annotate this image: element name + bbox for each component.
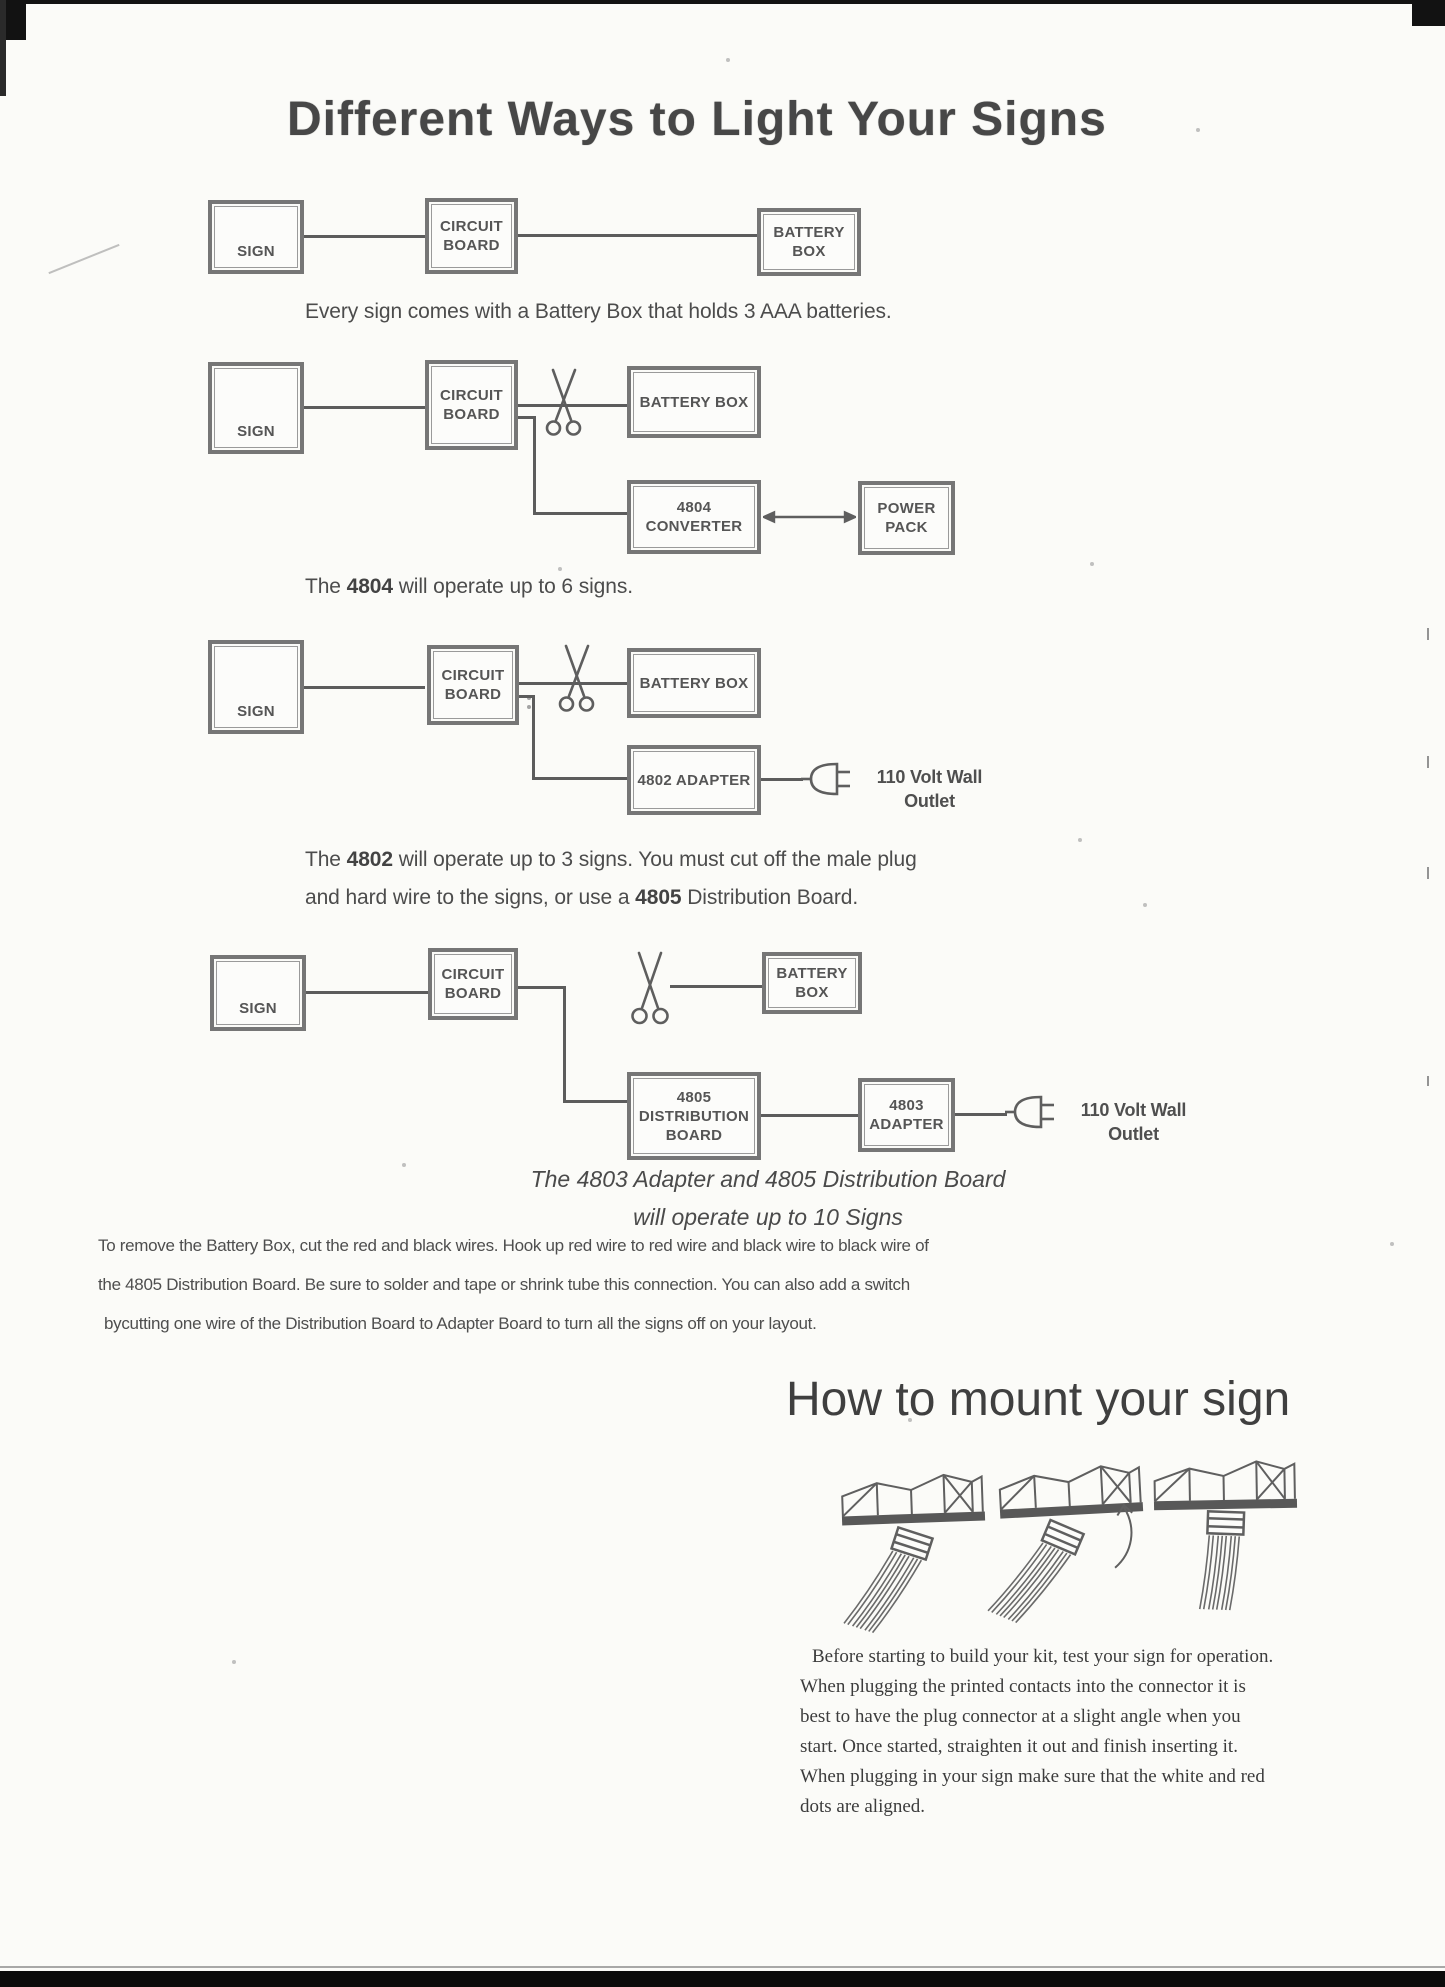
caption-bold-number: 4802 (346, 848, 393, 871)
wire-line (761, 778, 803, 781)
wire-line (563, 1100, 627, 1103)
distribution-board-4805-label: 4805 DISTRIBUTION BOARD (638, 1088, 750, 1144)
scissors-icon (630, 948, 670, 1036)
caption-text: will operate up to 3 signs. You must cut off the male plug (392, 848, 917, 871)
sign-label: SIGN (237, 423, 275, 440)
caption-4803-line2: will operate up to 10 Signs (633, 1204, 903, 1230)
scan-speck (1143, 903, 1147, 907)
mount-step-3-illustration (1153, 1461, 1299, 1612)
mount-step-2-illustration (981, 1464, 1149, 1636)
scan-speck (1390, 1242, 1394, 1246)
mount-instructions-line: Before starting to build your kit, test your sign for operation. (812, 1646, 1274, 1667)
mount-illustrations (832, 1452, 1312, 1647)
sign-label: SIGN (237, 703, 275, 720)
scan-speck (232, 1660, 236, 1664)
wire-line (761, 1114, 858, 1117)
scan-speck (558, 567, 562, 571)
caption-4803 (488, 1160, 1048, 1236)
power-plug-icon (1005, 1090, 1061, 1134)
wire-line (670, 985, 762, 988)
wire-line (533, 416, 536, 515)
wire-line (955, 1113, 1007, 1116)
scan-edge-bottom (0, 1971, 1445, 1987)
scissors-icon (558, 642, 596, 722)
sign-box (208, 200, 304, 274)
caption-text: and hard wire to the signs, or use a (305, 886, 636, 909)
caption-text: The (305, 575, 347, 598)
battery-box-label: BATTERY BOX (773, 224, 845, 260)
circuit-board-box (425, 360, 518, 450)
scan-speck (527, 705, 531, 709)
mount-heading: How to mount your sign (786, 1373, 1291, 1426)
circuit-board-label: CIRCUIT BOARD (440, 387, 503, 423)
double-arrow-icon (763, 510, 856, 524)
scan-speck (1078, 838, 1082, 842)
mount-instructions-line: start. Once started, straighten it out and finish inserting it. (800, 1736, 1238, 1757)
caption-4803-line1: The 4803 Adapter and 4805 Distribution Board (530, 1166, 1006, 1192)
pen-mark (48, 244, 119, 274)
scan-speck (1196, 128, 1200, 132)
wiring-note-line: bycutting one wire of the Distribution Board to Adapter Board to turn all the signs off on your layout. (104, 1314, 817, 1333)
scan-speck (726, 58, 730, 62)
wall-outlet-label: 110 Volt Wall Outlet (876, 767, 983, 811)
mount-instructions-line: dots are aligned. (800, 1796, 926, 1817)
caption-text: The (305, 848, 347, 871)
caption-4804 (305, 575, 633, 599)
wire-line (533, 512, 627, 515)
rotation-arrow-icon (1112, 1505, 1135, 1568)
wire-line (518, 234, 757, 237)
scan-speck (402, 1163, 406, 1167)
mount-instructions-line: When plugging the printed contacts into the connector it is (800, 1676, 1246, 1697)
wire-line (563, 986, 566, 1103)
caption-4802-line1 (305, 848, 917, 872)
sign-box (208, 640, 304, 734)
sign-label: SIGN (239, 1000, 277, 1017)
mount-step-1-illustration (839, 1473, 989, 1643)
caption-bold-number: 4805 (635, 886, 682, 909)
wire-line (532, 777, 627, 780)
sign-box (208, 362, 304, 454)
mount-instructions-line: best to have the plug connector at a slight angle when you (800, 1706, 1241, 1727)
caption-4802-line2 (305, 886, 858, 910)
battery-box-label: BATTERY BOX (776, 965, 848, 1001)
wire-line (304, 686, 425, 689)
battery-box (762, 952, 862, 1014)
adapter-4803-box (858, 1078, 955, 1152)
mount-instructions (800, 1642, 1273, 1822)
wire-line (304, 235, 425, 238)
battery-box (627, 648, 761, 718)
scan-edge-bottom-line (0, 1966, 1445, 1968)
caption-bold-number: 4804 (346, 575, 393, 598)
wire-line (532, 695, 535, 780)
adapter-4802-label: 4802 ADAPTER (637, 771, 751, 789)
scan-tick (1427, 628, 1429, 640)
scan-speck (1090, 562, 1094, 566)
circuit-board-label: CIRCUIT BOARD (440, 218, 503, 254)
circuit-board-box (428, 948, 518, 1020)
power-pack-label: POWER PACK (877, 500, 936, 536)
wire-line (518, 986, 566, 989)
wall-outlet-label: 110 Volt Wall Outlet (1080, 1100, 1187, 1144)
page-title: Different Ways to Light Your Signs (287, 93, 1107, 146)
wiring-note-line: To remove the Battery Box, cut the red and black wires. Hook up red wire to red wire and black wire to black wire of (98, 1236, 929, 1255)
battery-box-label: BATTERY BOX (639, 393, 749, 411)
scan-edge-left (0, 0, 6, 96)
adapter-4803-label: 4803 ADAPTER (869, 1097, 944, 1133)
caption-text: will operate up to 6 signs. (392, 575, 633, 598)
power-pack-box (858, 481, 955, 555)
circuit-board-box (427, 645, 519, 725)
sign-box (210, 955, 306, 1031)
scan-tick (1427, 867, 1429, 879)
scan-edge-top-right (1412, 0, 1445, 26)
scan-edge-top (0, 0, 1445, 4)
power-plug-icon (801, 757, 857, 801)
caption-battery: Every sign comes with a Battery Box that holds 3 AAA batteries. (305, 300, 892, 323)
scan-tick (1427, 756, 1429, 768)
battery-box (627, 366, 761, 438)
scissors-icon (545, 366, 583, 446)
distribution-board-4805-box (627, 1072, 761, 1160)
scan-tick (1427, 1076, 1429, 1086)
circuit-board-box (425, 198, 518, 274)
battery-box (757, 208, 861, 276)
circuit-board-label: CIRCUIT BOARD (441, 966, 505, 1002)
converter-4804-box (627, 480, 761, 554)
wiring-note-line: the 4805 Distribution Board. Be sure to solder and tape or shrink tube this connection. You can also add a switch (98, 1275, 910, 1294)
converter-4804-label: 4804 CONVERTER (645, 499, 743, 535)
battery-box-label: BATTERY BOX (639, 674, 749, 692)
wire-line (304, 406, 425, 409)
caption-text: Distribution Board. (681, 886, 859, 909)
sign-label: SIGN (237, 243, 275, 260)
mount-instructions-line: When plugging in your sign make sure that the white and red (800, 1766, 1265, 1787)
circuit-board-label: CIRCUIT BOARD (441, 667, 505, 703)
wire-line (306, 991, 428, 994)
adapter-4802-box (627, 745, 761, 815)
